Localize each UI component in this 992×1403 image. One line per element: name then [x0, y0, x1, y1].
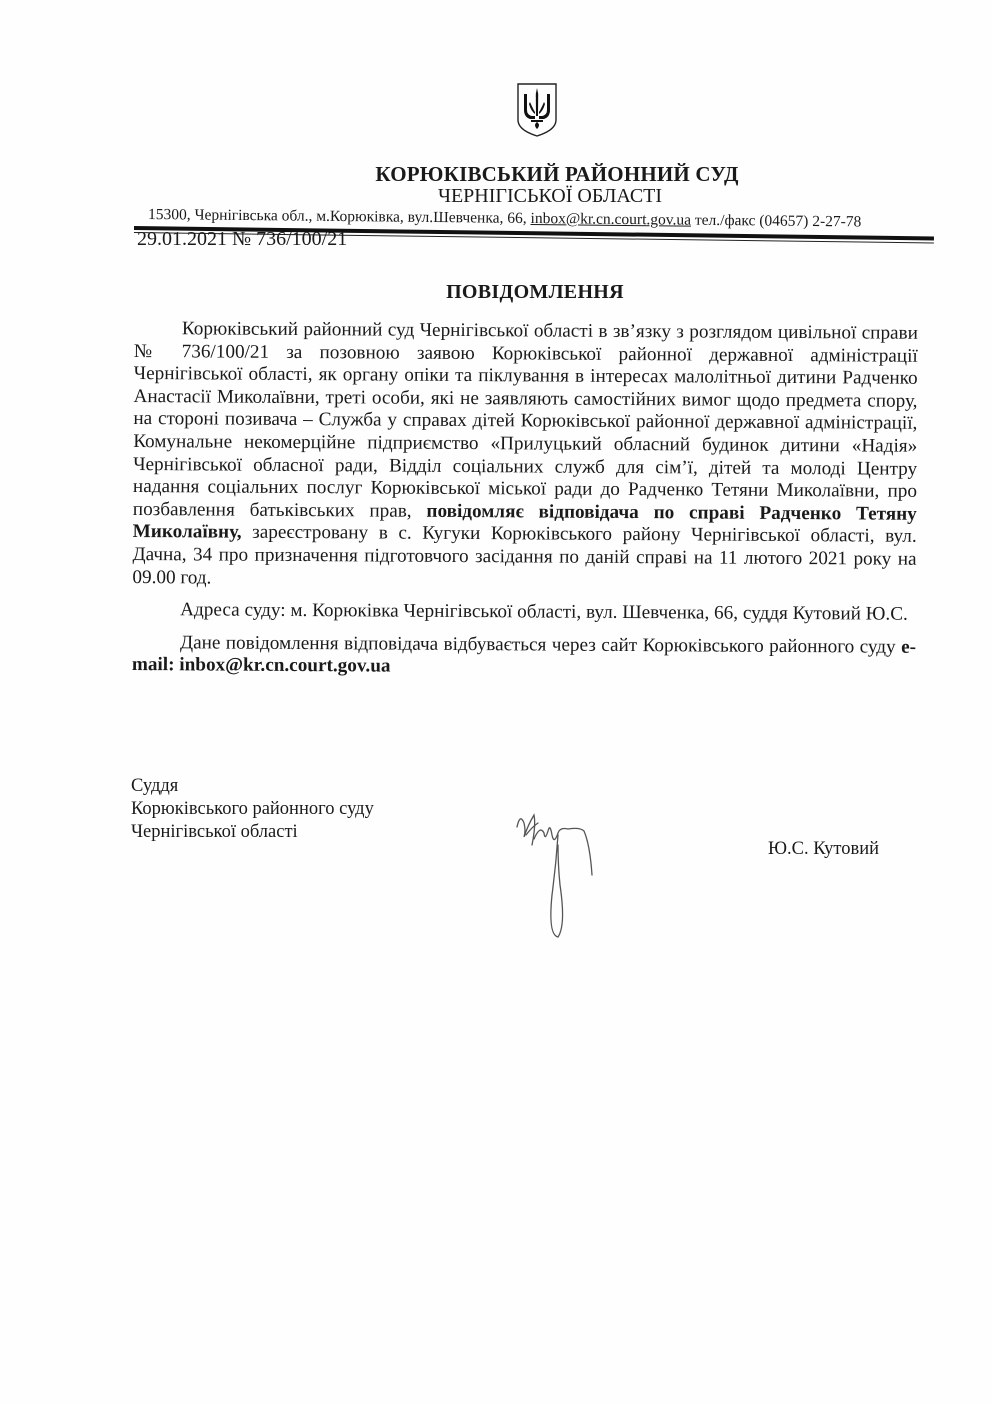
handwritten-signature-icon — [512, 805, 622, 945]
paragraph-notice-text: Дане повідомлення відповідача відбувається через сайт Корюківського районного суду — [179, 632, 902, 658]
paragraph-main — [132, 318, 918, 594]
paragraph-notice-method — [132, 632, 916, 682]
paragraph-main-text-cont: зареєстровану в с. Кугуки Корюківського району Чернігівської області, вул. Дачна, 34 про призначення підготовчого засідання по даній справі на 11 лютого 2021 року на 09.00 год. — [132, 522, 917, 589]
paragraph-main-text: Корюківський районний суд Чернігівської області в зв’язку з розглядом цивільної справи № 736/100/21 за позовною заявою Корюківської районної державної адміністрації Чернігівської області, як органу опіки та піклування в інтересах малолітньої дитини Радченко Анастасії Миколаївни, треті особи, які не заявляють самостійних вимог щодо предмета спору, на стороні позивача – Служба у справах дітей Корюківської районної державної адміністрації, Комунальне некомерційне підприємство «Прилуцький обласний будинок дитини «Надія» Чернігівської обласної ради, Відділ соціальних служб для сім’ї, дітей та молоді Центру надання соціальних послуг Корюківської міської ради до Радченко Тетяни Миколаївни, про позбавлення батьківських прав, — [132, 318, 918, 522]
document-body — [132, 318, 918, 682]
signature-court: Корюківського районного суду — [131, 799, 374, 819]
number-sign: № — [232, 228, 252, 250]
document-date: 29.01.2021 — [137, 228, 227, 250]
paragraph-court-address: Адреса суду: м. Корюківка Чернігівської області, вул. Шевченка, 66, суддя Кутовий Ю.С. — [180, 599, 908, 625]
document-title: ПОВІДОМЛЕННЯ — [446, 281, 624, 303]
court-phone: тел./факс (04657) 2-27-78 — [690, 211, 862, 231]
registration-number: 736/100/21 — [256, 228, 348, 250]
signature-title: Суддя — [131, 776, 179, 796]
signature-region: Чернігівської області — [131, 822, 298, 842]
court-region: ЧЕРНІГІСЬКОЇ ОБЛАСТІ — [437, 185, 663, 207]
paragraph-main-bold: повідомляє відповідача по справі Радченко Тетяну Миколаївну, — [132, 500, 917, 544]
document-reference — [137, 228, 347, 251]
court-name: КОРЮКІВСЬКИЙ РАЙОННИЙ СУД — [375, 162, 739, 186]
notice-email[interactable]: e-mail: inbox@kr.cn.court.gov.ua — [131, 636, 917, 677]
ukraine-trident-coat-of-arms-icon — [516, 82, 558, 138]
court-email-link[interactable]: inbox@kr.cn.court.gov.ua — [530, 210, 692, 229]
court-address: 15300, Чернігівська обл., м.Корюківка, вул.Шевченка, 66, — [147, 206, 531, 228]
signature-block — [131, 775, 374, 844]
judge-name: Ю.С. Кутовий — [768, 839, 880, 859]
